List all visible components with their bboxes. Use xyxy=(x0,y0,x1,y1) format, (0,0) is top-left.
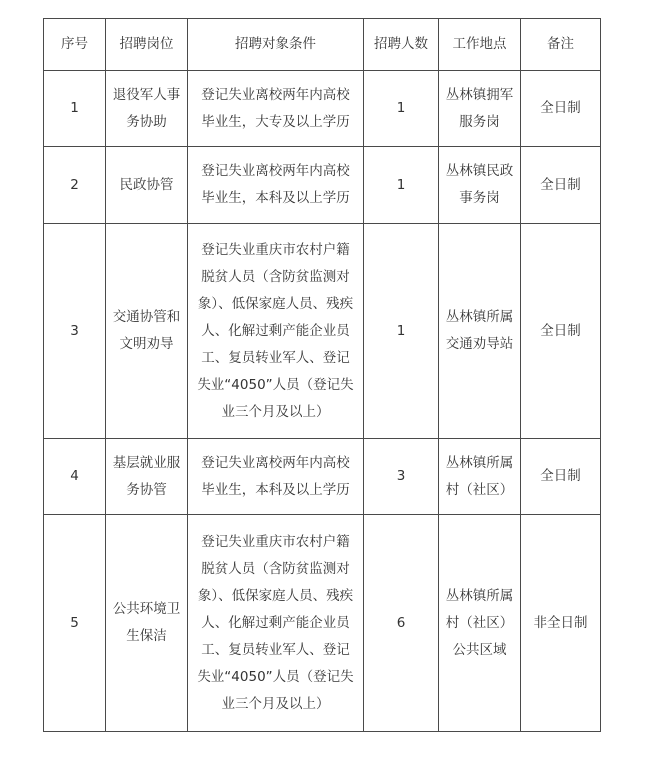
cell-conditions: 登记失业离校两年内高校毕业生，大专及以上学历 xyxy=(188,71,364,147)
cell-no: 5 xyxy=(44,515,106,732)
header-position: 招聘岗位 xyxy=(106,19,188,71)
cell-count: 1 xyxy=(364,147,439,224)
header-row xyxy=(44,19,601,71)
header-location: 工作地点 xyxy=(439,19,521,71)
table-row xyxy=(44,515,601,732)
table-row xyxy=(44,71,601,147)
cell-location: 丛林镇民政事务岗 xyxy=(439,147,521,224)
header-count: 招聘人数 xyxy=(364,19,439,71)
cell-position: 基层就业服务协管 xyxy=(106,439,188,515)
cell-position: 民政协管 xyxy=(106,147,188,224)
cell-note: 全日制 xyxy=(521,224,601,439)
cell-location: 丛林镇所属村（社区） xyxy=(439,439,521,515)
cell-location: 丛林镇拥军服务岗 xyxy=(439,71,521,147)
cell-conditions: 登记失业离校两年内高校毕业生，本科及以上学历 xyxy=(188,147,364,224)
cell-location: 丛林镇所属村（社区）公共区域 xyxy=(439,515,521,732)
cell-location: 丛林镇所属交通劝导站 xyxy=(439,224,521,439)
cell-conditions: 登记失业离校两年内高校毕业生，本科及以上学历 xyxy=(188,439,364,515)
cell-no: 3 xyxy=(44,224,106,439)
cell-position: 公共环境卫生保洁 xyxy=(106,515,188,732)
cell-count: 1 xyxy=(364,71,439,147)
cell-count: 1 xyxy=(364,224,439,439)
cell-conditions: 登记失业重庆市农村户籍脱贫人员（含防贫监测对象）、低保家庭人员、残疾人、化解过剩产能企业员工、复员转业军人、登记失业“4050”人员（登记失业三个月及以上） xyxy=(188,515,364,732)
cell-count: 3 xyxy=(364,439,439,515)
cell-note: 非全日制 xyxy=(521,515,601,732)
cell-note: 全日制 xyxy=(521,71,601,147)
cell-count: 6 xyxy=(364,515,439,732)
cell-no: 1 xyxy=(44,71,106,147)
header-no: 序号 xyxy=(44,19,106,71)
cell-position: 退役军人事务协助 xyxy=(106,71,188,147)
cell-no: 4 xyxy=(44,439,106,515)
header-conditions: 招聘对象条件 xyxy=(188,19,364,71)
cell-no: 2 xyxy=(44,147,106,224)
cell-note: 全日制 xyxy=(521,147,601,224)
recruitment-table xyxy=(43,18,601,732)
table-row xyxy=(44,224,601,439)
table-row xyxy=(44,147,601,224)
header-note: 备注 xyxy=(521,19,601,71)
cell-conditions: 登记失业重庆市农村户籍脱贫人员（含防贫监测对象）、低保家庭人员、残疾人、化解过剩产能企业员工、复员转业军人、登记失业“4050”人员（登记失业三个月及以上） xyxy=(188,224,364,439)
cell-note: 全日制 xyxy=(521,439,601,515)
cell-position: 交通协管和文明劝导 xyxy=(106,224,188,439)
table-row xyxy=(44,439,601,515)
